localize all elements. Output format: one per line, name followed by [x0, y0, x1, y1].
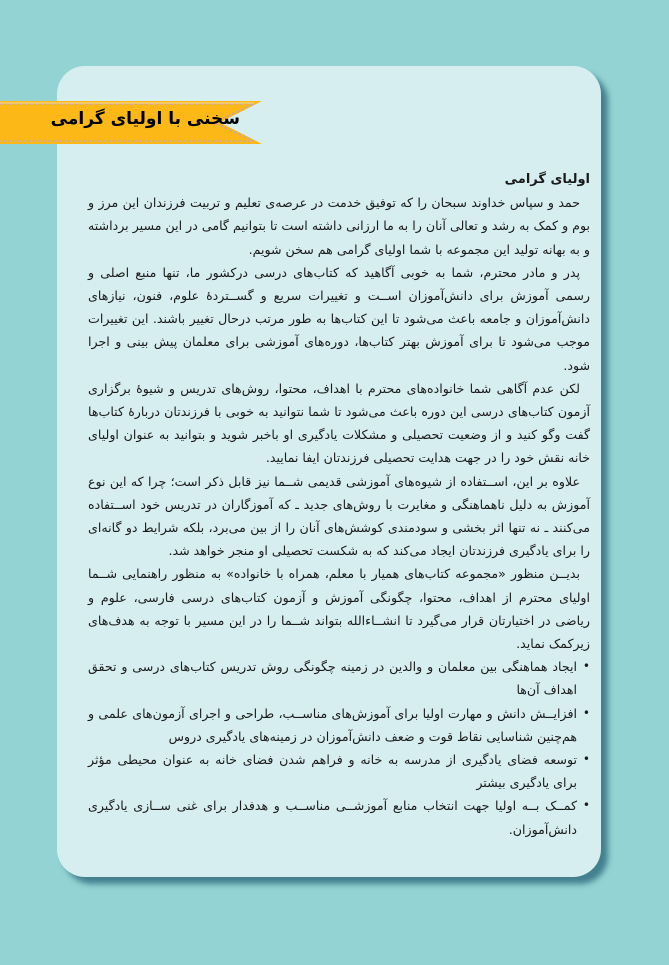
paragraph: لکن عدم آگاهی شما خانواده‌های محترم با اهداف، محتوا، روش‌های تدریس و شیوهٔ برگزاری آزمون کتاب‌های درسی این دوره باعث می‌شود تا شما نتوانید به خوبی با فرزندتان دربارهٔ کتاب‌ها گفت وگو کنید و از وضعیت تحصیلی و مشکلات یادگیری او باخبر شوید و بتوانید به عنوان اولیای خانه نقش خود را در جهت هدایت تحصیلی فرزندتان ایفا نمایید. — [88, 380, 590, 466]
list-item — [88, 655, 590, 701]
list-item — [88, 702, 590, 748]
paragraph: حمد و سپاس خداوند سبحان را که توفیق خدمت در عرصه‌ی تعلیم و تربیت فرزندان این مرز و بوم و کمک به رشد و تعالی آنان را به ما ارزانی داشته است تا بتوانیم گامی در این مسیر برداشته و به بهانه تولید این مجموعه با شما اولیای گرامی هم سخن شویم. — [88, 195, 590, 257]
letter-body — [88, 168, 590, 841]
list-item-text: ایجاد هماهنگی بین معلمان و والدین در زمینه چگونگی روش تدریس کتاب‌های درسی و تحقق اهداف آن‌ها — [88, 659, 577, 698]
section-banner — [0, 101, 262, 144]
paragraph: بدیــن منظور «مجموعه کتاب‌های همیار با معلم، همراه با خانواده» به منظور راهنمایی شــما اولیای محترم از اهداف، محتوا، چگونگی آموزش و آزمون کتاب‌های درسی فارسی، علوم و ریاضی در اختیارتان قرار می‌گیرد تا انشــاءالله بتواند شــما را در این مسیر با توجه به هدف‌های زیرکمک نماید. — [88, 566, 590, 652]
bullet-icon: • — [582, 798, 590, 813]
bullet-icon: • — [582, 659, 590, 674]
list-item — [88, 794, 590, 840]
banner-title: سخنی با اولیای گرامی — [50, 109, 240, 129]
letter-greeting: اولیای گرامی — [504, 172, 590, 187]
paragraph: علاوه بر این، اســتفاده از شیوه‌های آموزشی قدیمی شــما نیز قابل ذکر است؛ چرا که این نوع آموزش به دلیل ناهماهنگی و مغایرت با روش‌های جدید ـ که آموزگاران در تدریس خود اســتفاده می‌کنند ـ نه تنها اثر بخشی و سودمندی کوشش‌های آنان را از بین می‌برد، بلکه شرایط دو گانه‌ای را برای یادگیری فرزندتان ایجاد می‌کند که به شکست تحصیلی او منجر خواهد شد. — [88, 473, 590, 559]
paragraph: پدر و مادر محترم، شما به خوبی آگاهید که کتاب‌های درسی درکشور ما، تنها منبع اصلی و رسمی آموزش برای دانش‌آموزان اســت و تغییرات سریع و گســتردهٔ علوم، فنون، نیازهای دانش‌آموزان و جامعه باعث می‌شود تا این کتاب‌ها به طور مرتب درحال تغییر باشند. این تغییرات موجب می‌شود تا برای آموزش بهتر کتاب‌ها، دوره‌های آموزشی برای معلمان پیش بینی و اجرا شود. — [88, 264, 590, 373]
goals-list — [88, 655, 590, 841]
list-item-text: افزایــش دانش و مهارت اولیا برای آموزش‌های مناســب، طراحی و اجرای آزمون‌های علمی و هم‌چنین شناسایی نقاط قوت و ضعف دانش‌آموزان در زمینه‌های یادگیری دروس — [88, 705, 577, 744]
list-item-text: توسعه فضای یادگیری از مدرسه به خانه و فراهم شدن فضای خانه به عنوان محیطی مؤثر برای یادگیری بیشتر — [88, 752, 577, 791]
list-item-text: کمــک بــه اولیا جهت انتخاب منابع آموزشــی مناســب و هدفدار برای غنی ســازی یادگیری دانش‌آموزان. — [88, 798, 577, 837]
bullet-icon: • — [582, 752, 590, 767]
bullet-icon: • — [582, 705, 590, 720]
list-item — [88, 748, 590, 794]
